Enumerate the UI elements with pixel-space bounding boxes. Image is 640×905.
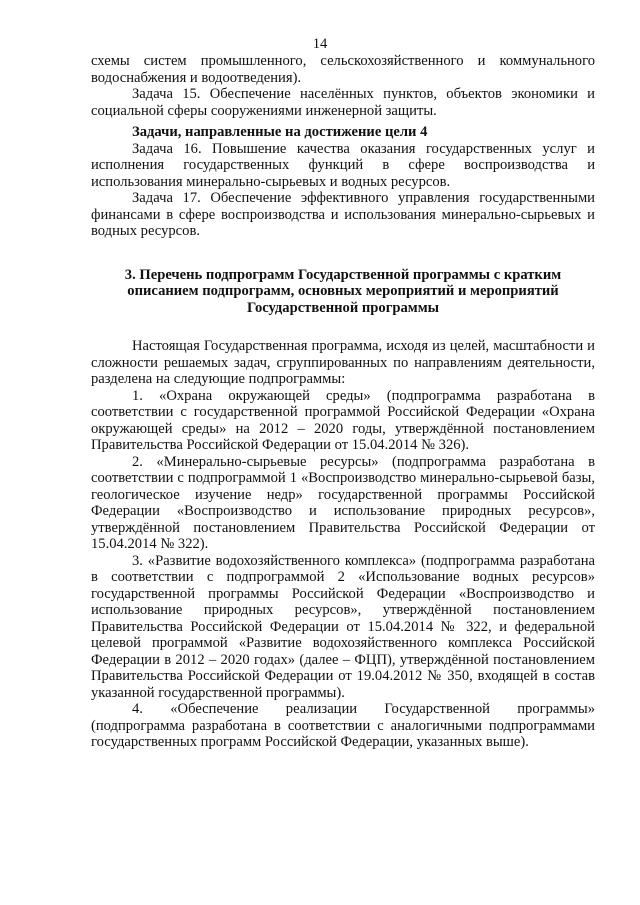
page-content bbox=[91, 53, 595, 751]
subprogram-4-paragraph: 4. «Обеспечение реализации Государственной программы» (подпрограмма разработана в соответствии с аналогичными подпрограммами государственных программ Российской Федерации, указанных выше). bbox=[91, 701, 595, 750]
subprogram-1-paragraph: 1. «Охрана окружающей среды» (подпрограмма разработана в соответствии с государственной программой Российской Федерации «Охрана окружающей среды» на 2012 – 2020 годы, утверждённой постановлением Правительства Российской Федерации от 15.04.2014 № 326). bbox=[91, 387, 595, 453]
task-16-paragraph: Задача 16. Повышение качества оказания государственных услуг и исполнения государственных функций в сфере воспроизводства и использования минерально-сырьевых и водных ресурсов. bbox=[91, 140, 595, 190]
section-3-heading: 3. Перечень подпрограмм Государственной программы с кратким описанием подпрограмм, основных мероприятий и мероприятий Государственной программы bbox=[124, 266, 562, 316]
subprogram-2-paragraph: 2. «Минерально-сырьевые ресурсы» (подпрограмма разработана в соответствии с подпрограммой 1 «Воспроизводство минерально-сырьевой базы, геологическое изучение недр» государственной программы Российской Федерации «Воспроизводство и использование природных ресурсов», утверждённой постановлением Правительства Российской Федерации от 15.04.2014 № 322). bbox=[91, 453, 595, 552]
task-17-paragraph: Задача 17. Обеспечение эффективного управления государственными финансами в сфере воспроизводства и использования минерально-сырьевых и водных ресурсов. bbox=[91, 190, 595, 239]
task-15-paragraph: Задача 15. Обеспечение населённых пунктов, объектов экономики и социальной сферы сооружениями инженерной защиты. bbox=[91, 86, 595, 119]
intro-paragraph: Настоящая Государственная программа, исходя из целей, масштабности и сложности решаемых задач, сгруппированных по направлениям деятельности, разделена на следующие подпрограммы: bbox=[91, 338, 595, 387]
goal-4-subheading: Задачи, направленные на достижение цели 4 bbox=[132, 124, 428, 140]
subprogram-3-paragraph: 3. «Развитие водохозяйственного комплекса» (подпрограмма разработана в соответствии с подпрограммой 2 «Использование водных ресурсов» государственной программы Российской Федерации «Воспроизводство и использование природных ресурсов», утверждённой постановлением Правительства Российской Федерации от 15.04.2014 № 322, и федеральной целевой программой «Развитие водохозяйственного комплекса Российской Федерации в 2012 – 2020 годах» (далее – ФЦП), утверждённой постановлением Правительства Российской Федерации от 19.04.2012 № 350, входящей в состав указанной государственной программы). bbox=[91, 552, 595, 701]
paragraph-continuation: схемы систем промышленного, сельскохозяйственного и коммунального водоснабжения и водоотведения). bbox=[91, 53, 595, 86]
page-number: 14 bbox=[312, 36, 328, 52]
